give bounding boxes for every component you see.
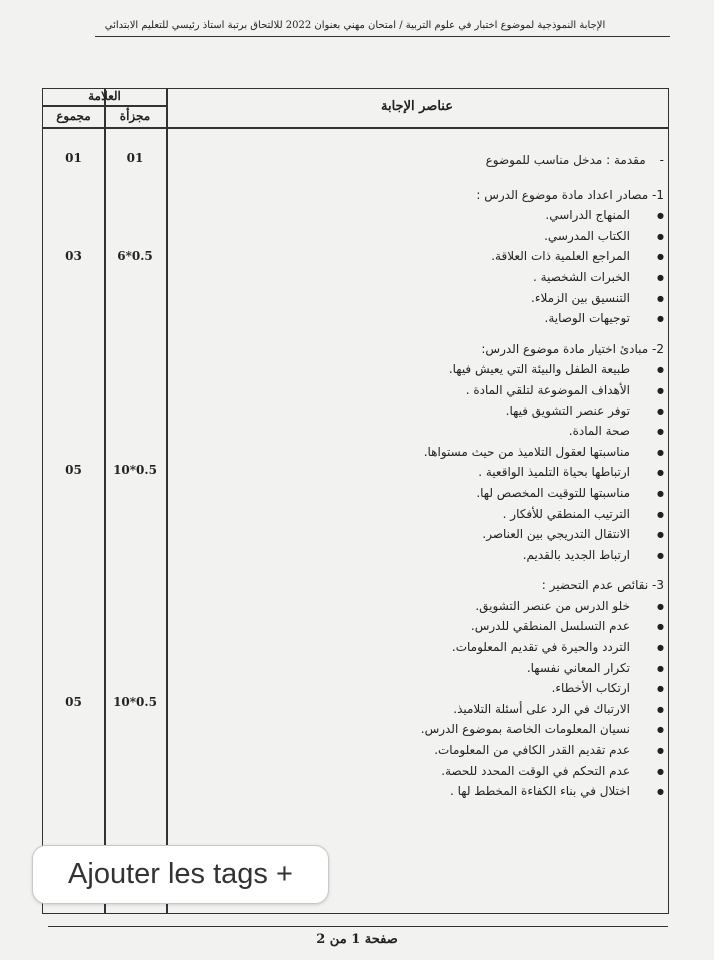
list-item: ● المنهاج الدراسي.: [421, 205, 664, 226]
section-sources: [421, 185, 664, 329]
intro-total: 01: [65, 151, 82, 165]
list-item: ● الخبرات الشخصية .: [421, 267, 664, 288]
list-item: ● الانتقال التدريجي بين العناصر.: [421, 524, 664, 545]
section3-total: 05: [65, 695, 82, 709]
section1-part: 6*0.5: [117, 249, 153, 263]
header-rule: [95, 36, 670, 37]
section-principles: [421, 339, 664, 566]
list-item: ● الارتباك في الرد على أسئلة التلاميذ.: [421, 699, 664, 720]
column-divider-total-part: [104, 89, 106, 913]
add-tags-button[interactable]: Ajouter les tags +: [32, 845, 329, 904]
list-item: ● توجيهات الوصاية.: [421, 308, 664, 329]
total-header: مجموع: [56, 109, 91, 123]
list-item: ● تكرار المعاني نفسها.: [421, 658, 664, 679]
section2-total: 05: [65, 463, 82, 477]
list-item: ● الترتيب المنطقي للأفكار .: [421, 504, 664, 525]
section-title: 2- مبادئ اختيار مادة موضوع الدرس:: [481, 341, 664, 356]
part-header: مجزأة: [119, 109, 151, 123]
answer-header: عناصر الإجابة: [381, 99, 453, 114]
intro-part: 01: [126, 151, 144, 165]
section1-total: 03: [65, 249, 82, 263]
list-item: ● المراجع العلمية ذات العلاقة.: [421, 246, 664, 267]
list-item: ● الأهداف الموضوعة لتلقي المادة .: [421, 380, 664, 401]
list-item: ● مناسبتها لعقول التلاميذ من حيث مستواها.: [421, 442, 664, 463]
header-bottom-rule: [43, 127, 668, 129]
intro-line: [421, 150, 664, 171]
list-item: ● ارتباط الجديد بالقديم.: [421, 545, 664, 566]
list-item: ● التردد والحيرة في تقديم المعلومات.: [421, 637, 664, 658]
list-item: ● مناسبتها للتوقيت المخصص لها.: [421, 483, 664, 504]
list-item: ● عدم التسلسل المنطقي للدرس.: [421, 616, 664, 637]
list-item: ● توفر عنصر التشويق فيها.: [421, 401, 664, 422]
mark-header-rule: [43, 105, 166, 107]
list-item: ● عدم تقديم القدر الكافي من المعلومات.: [421, 740, 664, 761]
page-header: الإجابة النموذجية لموضوع اختبار في علوم التربية / امتحان مهني بعنوان 2022 للالتحاق برتبة أستاذ رئيسي للتعليم الابتدائي: [104, 20, 606, 31]
section2-part: 10*0.5: [113, 463, 157, 477]
section-title: 1- مصادر اعداد مادة موضوع الدرس :: [476, 187, 664, 202]
list-item: ● نسيان المعلومات الخاصة بموضوع الدرس.: [421, 719, 664, 740]
bullet-list: [421, 596, 664, 802]
list-item: ● ارتباطها بحياة التلميذ الواقعية .: [421, 462, 664, 483]
intro-text: مقدمة : مدخل مناسب للموضوع: [485, 153, 646, 167]
intro-dash: -: [659, 153, 664, 167]
list-item: ● اختلال في بناء الكفاءة المخطط لها .: [421, 781, 664, 802]
list-item: ● صحة المادة.: [421, 421, 664, 442]
list-item: ● خلو الدرس من عنصر التشويق.: [421, 596, 664, 617]
list-item: ● طبيعة الطفل والبيئة التي يعيش فيها.: [421, 359, 664, 380]
section-title: 3- نقائص عدم التحضير :: [541, 578, 664, 593]
mark-header: العلامة: [88, 89, 121, 103]
section3-part: 10*0.5: [113, 695, 157, 709]
list-item: ● ارتكاب الأخطاء.: [421, 678, 664, 699]
list-item: ● التنسيق بين الزملاء.: [421, 288, 664, 309]
column-divider-marks-answer: [166, 89, 168, 913]
answer-content: [421, 150, 664, 812]
page-number: صفحة 1 من 2: [316, 932, 398, 947]
section-shortcomings: [421, 575, 664, 802]
list-item: ● عدم التحكم في الوقت المحدد للحصة.: [421, 761, 664, 782]
footer-rule: [48, 926, 668, 927]
bullet-list: [421, 359, 664, 565]
list-item: ● الكتاب المدرسي.: [421, 226, 664, 247]
bullet-list: [421, 205, 664, 329]
